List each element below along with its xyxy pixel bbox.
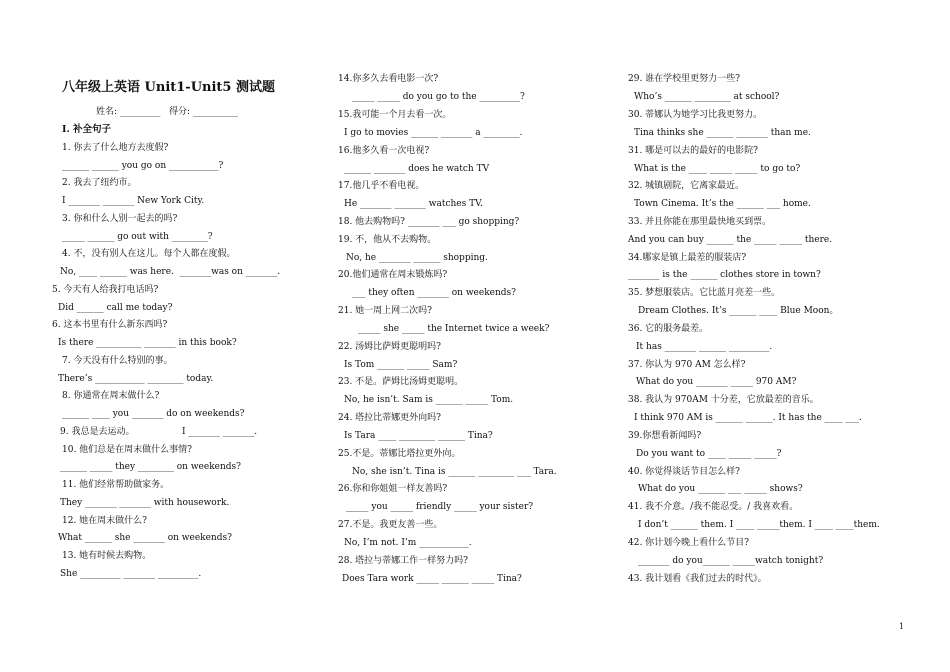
question-25: 25.不是。蒂娜比塔拉更外向。 [338, 449, 461, 459]
answer-17: He _______ _______ watches TV. [344, 199, 483, 209]
student-info-line: 姓名: _________ 得分: __________ [96, 107, 238, 117]
answer-38: I think 970 AM is ______ ______. It has the ____ ___. [634, 413, 862, 423]
answer-9: I _______ _______. [182, 427, 258, 437]
question-42: 42. 你计划今晚上看什么节目? [628, 538, 749, 548]
section-heading: Ⅰ. 补全句子 [62, 124, 112, 135]
question-36: 36. 它的服务最差。 [628, 324, 709, 334]
question-27: 27.不是。我更友善一些。 [338, 520, 443, 530]
question-12: 12. 她在周末做什么? [62, 516, 147, 526]
question-16: 16.他多久看一次电视? [338, 146, 430, 156]
answer-3: _____ ______ go out with ________? [62, 232, 213, 242]
question-6: 6. 这本书里有什么新东西吗? [52, 320, 168, 330]
answer-29: Who’s ______ ________ at school? [634, 92, 780, 102]
answer-16: ______ _______ does he watch TV [344, 164, 490, 174]
answer-40: What do you ______ ___ _____ shows? [638, 484, 803, 494]
answer-39: Do you want to ____ _____ _____? [636, 449, 782, 459]
question-40: 40. 你觉得谈话节目怎么样? [628, 467, 740, 477]
question-19: 19. 不，他从不去购物。 [338, 235, 437, 245]
question-9: 9. 我总是去运动。 [60, 427, 135, 437]
question-21: 21. 她一周上网二次吗? [338, 306, 432, 316]
question-14: 14.你多久去看电影一次? [338, 74, 439, 84]
answer-28: Does Tara work _____ ______ _____ Tina? [342, 574, 522, 584]
question-13: 13. 她有时候去购物。 [62, 551, 152, 561]
answer-42: _______ do you______ _____watch tonight? [638, 556, 824, 566]
answer-37: What do you _______ _____ 970 AM? [636, 377, 797, 387]
answer-7: There’s ___________ ________ today. [58, 374, 214, 384]
answer-12: What ______ she _______ on weekends? [58, 533, 232, 543]
question-43: 43. 我计划看《我们过去的时代》。 [628, 574, 767, 584]
question-34: 34.哪家是镇上最差的服装店? [628, 253, 747, 263]
question-41: 41. 我不介意。/我不能忍受。/ 我喜欢看。 [628, 502, 799, 512]
question-15: 15.我可能一个月去看一次。 [338, 110, 452, 120]
answer-6: Is there __________ _______ in this book? [58, 338, 237, 348]
answer-19: No, he _______ ______ shopping. [346, 253, 488, 263]
question-39: 39.你想看新闻吗? [628, 431, 702, 441]
question-35: 35. 梦想服装店。它比蓝月亮差一些。 [628, 288, 781, 298]
answer-20: ___ they often _______ on weekends? [352, 288, 516, 298]
question-10: 10. 他们总是在周末做什么事情? [62, 445, 192, 455]
answer-41: I don’t ______ them. I ____ _____them. I ____ ____them. [638, 520, 880, 530]
answer-30: Tina thinks she ______ _______ than me. [634, 128, 811, 138]
answer-23: No, he isn’t. Sam is ______ _____ Tom. [344, 395, 514, 405]
answer-36: It has _______ ______ _________. [636, 342, 773, 352]
answer-32: Town Cinema. It’s the ______ ___ home. [634, 199, 811, 209]
question-31: 31. 哪是可以去的最好的电影院? [628, 146, 758, 156]
question-7: 7. 今天没有什么特别的事。 [62, 356, 173, 366]
answer-25: No, she isn’t. Tina is ______ ________ ___ Tara. [352, 467, 557, 477]
question-5: 5. 今天有人给我打电话吗? [52, 285, 159, 295]
answer-13: She _________ _______ _________. [60, 569, 202, 579]
question-1: 1. 你去了什么地方去度假? [62, 143, 169, 153]
answer-5: Did ______ call me today? [58, 303, 173, 313]
question-32: 32. 城镇剧院，它离家最近。 [628, 181, 745, 191]
question-22: 22. 汤姆比萨姆更聪明吗? [338, 342, 441, 352]
answer-33: And you can buy ______ the _____ _____ there. [628, 235, 833, 245]
question-26: 26.你和你姐姐一样友善吗? [338, 484, 448, 494]
page-title: 八年级上英语 Unit1-Unit5 测试题 [62, 80, 276, 95]
question-18: 18. 他去购物吗? _______ ___ go shopping? [338, 217, 520, 227]
question-37: 37. 你认为 970 AM 怎么样? [628, 360, 746, 370]
question-11: 11. 他们经常帮助做家务。 [62, 480, 170, 490]
page-number: 1 [899, 622, 905, 631]
question-29: 29. 谁在学校里更努力一些? [628, 74, 740, 84]
answer-35: Dream Clothes. It’s ______ ____ Blue Moon。 [638, 306, 839, 316]
answer-31: What is the ____ _____ _____ to go to? [634, 164, 801, 174]
answer-14: _____ _____ do you go to the _________? [352, 92, 525, 102]
answer-22: Is Tom ______ _____ Sam? [344, 360, 458, 370]
question-17: 17.他几乎不看电视。 [338, 181, 425, 191]
question-28: 28. 塔拉与蒂娜工作一样努力吗? [338, 556, 468, 566]
question-33: 33. 并且你能在那里最快地买到票。 [628, 217, 772, 227]
answer-27: No, I’m not. I’m ___________. [344, 538, 472, 548]
answer-15: I go to movies ______ _______ a ________. [344, 128, 523, 138]
answer-11: They _______ _______ with housework. [60, 498, 230, 508]
question-20: 20.他们通常在周末锻炼吗? [338, 270, 448, 280]
answer-34: _______ is the ______ clothes store in town? [628, 270, 821, 280]
question-38: 38. 我认为 970AM 十分差，它放最差的音乐。 [628, 395, 819, 405]
answer-2: I _______ _______ New York City. [62, 196, 205, 206]
answer-10: ______ _____ they ________ on weekends? [60, 462, 241, 472]
question-3: 3. 你和什么人别一起去的吗? [62, 214, 178, 224]
answer-4: No, ____ ______ was here. _______was on _______. [60, 267, 281, 277]
question-4: 4. 不，没有别人在这儿。每个人都在度假。 [62, 249, 236, 259]
answer-24: Is Tara ____ ________ ______ Tina? [344, 431, 493, 441]
question-24: 24. 塔拉比蒂娜更外向吗? [338, 413, 441, 423]
answer-1: ______ ______ you go on ___________? [62, 161, 224, 171]
question-8: 8. 你通常在周末做什么? [62, 391, 160, 401]
answer-21: _____ she _____ the Internet twice a week? [358, 324, 550, 334]
answer-8: ______ ____ you _______ do on weekends? [62, 409, 245, 419]
question-2: 2. 我去了纽约市。 [62, 178, 137, 188]
question-30: 30. 蒂娜认为她学习比我更努力。 [628, 110, 763, 120]
question-23: 23. 不是。萨姆比汤姆更聪明。 [338, 377, 464, 387]
answer-26: _____ you _____ friendly _____ your sister? [346, 502, 534, 512]
